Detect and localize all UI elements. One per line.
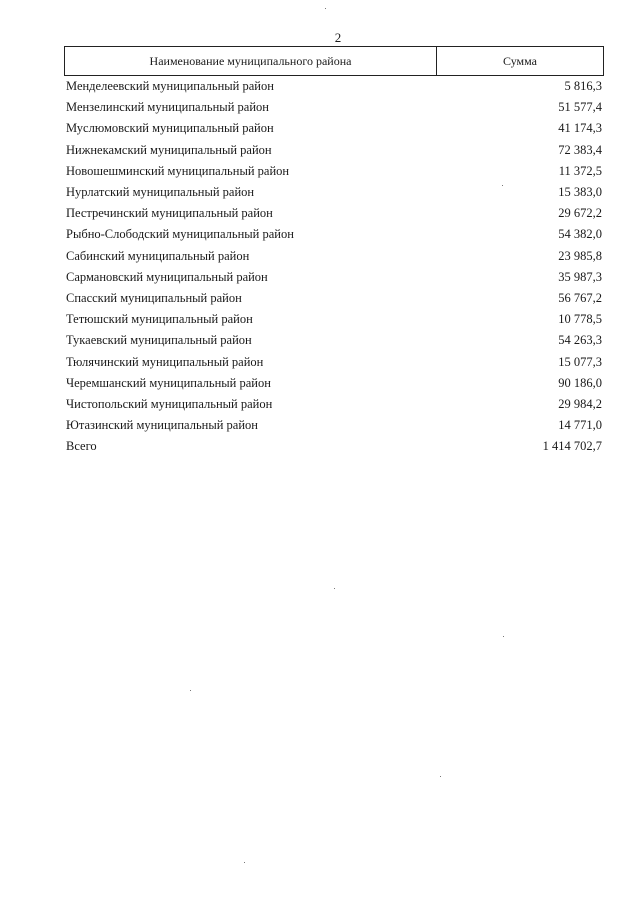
- table-row: [66, 246, 602, 267]
- table-row: [66, 76, 602, 97]
- table-header: [64, 46, 604, 76]
- table-row: [66, 351, 602, 372]
- district-name: Рыбно-Слободский муниципальный район: [66, 227, 294, 242]
- district-name: Нижнекамский муниципальный район: [66, 142, 272, 157]
- total-sum: 1 414 702,7: [542, 439, 602, 454]
- district-name: Спасский муниципальный район: [66, 290, 242, 305]
- district-name: Мензелинский муниципальный район: [66, 100, 269, 115]
- district-name: Черемшанский муниципальный район: [66, 375, 271, 390]
- table-row: [66, 97, 602, 118]
- district-sum: 29 672,2: [558, 206, 602, 221]
- page-number: 2: [334, 30, 342, 45]
- district-name: Нурлатский муниципальный район: [66, 185, 255, 200]
- district-sum: 29 984,2: [558, 396, 602, 411]
- table-body: [66, 76, 602, 457]
- scan-speck: [190, 690, 191, 691]
- district-name: Пестречинский муниципальный район: [66, 206, 273, 221]
- table-row: [66, 118, 602, 139]
- district-sum: 14 771,0: [558, 418, 602, 433]
- total-label: Всего: [66, 439, 97, 454]
- scan-speck: [334, 588, 335, 589]
- district-sum: 10 778,5: [558, 312, 602, 327]
- table-row: [66, 415, 602, 436]
- table-row: [66, 161, 602, 182]
- district-sum: 56 767,2: [558, 290, 602, 305]
- district-name: Менделеевский муниципальный район: [66, 79, 274, 94]
- table-row: [66, 140, 602, 161]
- table-row: [66, 267, 602, 288]
- district-name: Чистопольский муниципальный район: [66, 396, 273, 411]
- district-name: Муслюмовский муниципальный район: [66, 121, 274, 136]
- district-sum: 72 383,4: [558, 142, 602, 157]
- district-sum: 41 174,3: [558, 121, 602, 136]
- column-header-name: Наименование муниципального района: [65, 47, 437, 75]
- district-name: Сармановский муниципальный район: [66, 269, 268, 284]
- scan-speck: [244, 862, 245, 863]
- district-name: Тукаевский муниципальный район: [66, 333, 252, 348]
- scan-speck: [502, 185, 503, 186]
- table-row: [66, 394, 602, 415]
- table-row: [66, 203, 602, 224]
- district-sum: 54 382,0: [558, 227, 602, 242]
- scan-speck: [503, 636, 504, 637]
- district-name: Ютазинский муниципальный район: [66, 418, 258, 433]
- district-sum: 23 985,8: [558, 248, 602, 263]
- district-sum: 11 372,5: [558, 163, 602, 178]
- district-sum: 54 263,3: [558, 333, 602, 348]
- scan-speck: [325, 8, 326, 9]
- table-row: [66, 330, 602, 351]
- table-row: [66, 309, 602, 330]
- total-row: [66, 436, 602, 457]
- table-row: [66, 224, 602, 245]
- table-row: [66, 373, 602, 394]
- column-header-sum: Сумма: [503, 53, 537, 68]
- district-name: Тюлячинский муниципальный район: [66, 354, 264, 369]
- district-sum: 35 987,3: [558, 269, 602, 284]
- district-sum: 51 577,4: [558, 100, 602, 115]
- scan-speck: [440, 776, 441, 777]
- district-sum: 15 383,0: [558, 185, 602, 200]
- district-sum: 90 186,0: [558, 375, 602, 390]
- district-name: Тетюшский муниципальный район: [66, 312, 253, 327]
- district-sum: 5 816,3: [564, 79, 602, 94]
- district-name: Новошешминский муниципальный район: [66, 163, 290, 178]
- table-row: [66, 182, 602, 203]
- district-sum: 15 077,3: [558, 354, 602, 369]
- district-name: Сабинский муниципальный район: [66, 248, 250, 263]
- table-row: [66, 288, 602, 309]
